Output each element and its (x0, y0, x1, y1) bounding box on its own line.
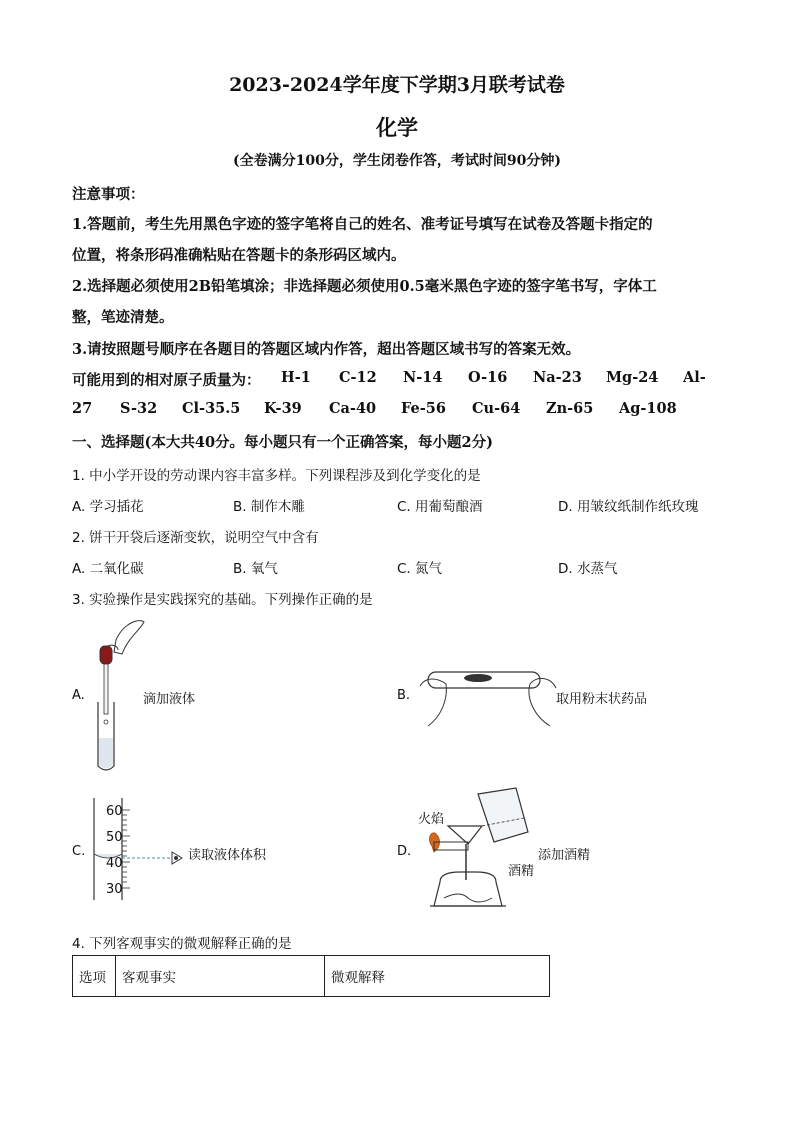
mass-item: Cl-35.5 (182, 400, 241, 417)
notice-line-5: 3.请按照题号顺序在各题目的答题区域内作答，超出答题区域书写的答案无效。 (72, 341, 581, 358)
notice-line-3: 2.选择题必须使用2B铅笔填涂；非选择题必须使用0.5毫米黑色字迹的签字笔书写，字体工 (72, 278, 657, 295)
mass-item: Cu-64 (472, 400, 521, 417)
mass-item: S-32 (120, 400, 158, 417)
mass-item: H-1 (281, 369, 311, 386)
table-header-cell: 选项 (73, 956, 116, 997)
q3-option-c-letter: C. (72, 844, 86, 859)
q2-option-a: A. 二氧化碳 (72, 561, 144, 577)
mass-label: 可能用到的相对原子质量为： (72, 372, 261, 389)
mass-item: C-12 (339, 369, 377, 386)
mass-item: O-16 (468, 369, 508, 386)
table-header-row (73, 956, 550, 997)
mass-item: Fe-56 (401, 400, 446, 417)
q3-option-a-letter: A. (72, 688, 85, 703)
q4-table (72, 955, 550, 997)
exam-title: 2023-2024学年度下学期3月联考试卷 (229, 74, 565, 96)
notice-line-4: 整，笔迹清楚。 (72, 309, 174, 326)
mass-item: Na-23 (533, 369, 582, 386)
mass-item: K-39 (264, 400, 302, 417)
cylinder-tick-label: 30 (106, 882, 123, 897)
q3-option-b-letter: B. (397, 688, 411, 703)
mass-item: Zn-65 (546, 400, 594, 417)
q3-option-a-text: 滴加液体 (143, 692, 196, 707)
q1-option-d: D. 用皱纹纸制作纸玫瑰 (558, 499, 699, 515)
mass-item: N-14 (403, 369, 443, 386)
dropper-test-tube-figure (88, 618, 148, 776)
q1-option-c: C. 用葡萄酿酒 (397, 499, 483, 515)
alcohol-label: 酒精 (508, 864, 535, 879)
mass-item: 27 (72, 400, 93, 417)
q3-option-b-text: 取用粉末状药品 (556, 692, 648, 707)
q2-option-b: B. 氧气 (233, 561, 278, 577)
cylinder-tick-label: 60 (106, 804, 123, 819)
q3-option-c-text: 读取液体体积 (188, 848, 267, 863)
graduated-cylinder-figure (90, 796, 190, 904)
question-2-stem: 2. 饼干开袋后逐渐变软，说明空气中含有 (72, 530, 319, 546)
flame-label: 火焰 (418, 812, 445, 827)
q2-option-c: C. 氮气 (397, 561, 443, 577)
table-header-cell: 微观解释 (325, 956, 550, 997)
notice-heading: 注意事项： (72, 186, 145, 203)
q3-option-d-letter: D. (397, 844, 412, 859)
q3-option-d-text: 添加酒精 (538, 848, 591, 863)
q2-option-d: D. 水蒸气 (558, 561, 618, 577)
section-heading: 一、选择题(本大共40分。每小题只有一个正确答案，每小题2分) (72, 434, 493, 451)
powder-test-tube-figure (418, 658, 558, 730)
cylinder-tick-label: 40 (106, 856, 123, 871)
mass-item: Al- (683, 369, 706, 386)
cylinder-tick-label: 50 (106, 830, 123, 845)
question-3-stem: 3. 实验操作是实践探究的基础。下列操作正确的是 (72, 592, 373, 608)
question-4-stem: 4. 下列客观事实的微观解释正确的是 (72, 936, 292, 952)
question-1-stem: 1. 中小学开设的劳动课内容丰富多样。下列课程涉及到化学变化的是 (72, 468, 481, 484)
subject-title: 化学 (376, 115, 418, 140)
q1-option-a: A. 学习插花 (72, 499, 144, 515)
mass-item: Mg-24 (606, 369, 659, 386)
mass-item: Ag-108 (619, 400, 677, 417)
notice-line-2: 位置，将条形码准确粘贴在答题卡的条形码区域内。 (72, 247, 406, 264)
exam-note: (全卷满分100分，学生闭卷作答，考试时间90分钟) (233, 153, 561, 169)
notice-line-1: 1.答题前，考生先用黑色字迹的签字笔将自己的姓名、准考证号填写在试卷及答题卡指定的 (72, 216, 653, 233)
alcohol-lamp-figure (420, 786, 540, 916)
table-header-cell: 客观事实 (116, 956, 325, 997)
q1-option-b: B. 制作木雕 (233, 499, 305, 515)
mass-item: Ca-40 (329, 400, 377, 417)
